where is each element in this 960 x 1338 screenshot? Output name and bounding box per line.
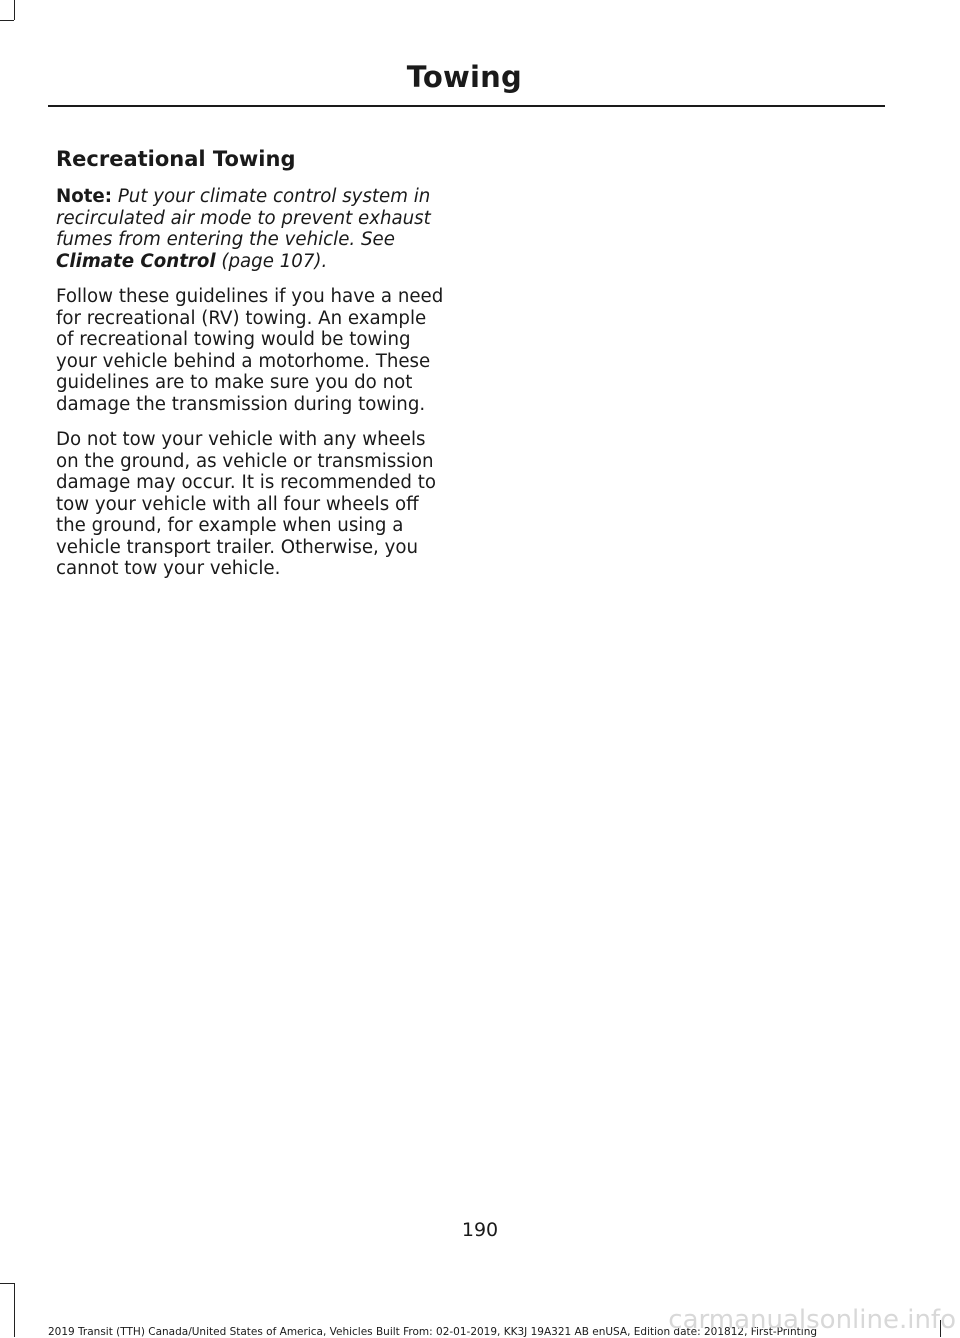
cross-reference-link[interactable]: Climate Control	[56, 250, 216, 272]
section-title: Recreational Towing	[56, 147, 296, 171]
main-content	[56, 146, 448, 594]
note-paragraph	[56, 186, 448, 272]
crop-mark-top-left-horizontal	[0, 20, 14, 21]
crop-mark-top-left-vertical	[14, 0, 15, 20]
note-text: Put your climate control system in recirculated air mode to prevent exhaust fumes from entering the vehicle. See	[56, 186, 431, 250]
body-paragraph-1: Follow these guidelines if you have a need for recreational (RV) towing. An example of recreational towing would be towing your vehicle behind a motorhome. These guidelines are to make sure you do not damage the transmission during towing.	[56, 286, 444, 415]
footer-edition-text: 2019 Transit (TTH) Canada/United States of America, Vehicles Built From: 02-01-2019, KK3J 19A321 AB enUSA, Edition date: 201812, First-Printing	[48, 1326, 818, 1338]
crop-mark-bottom-left-vertical	[14, 1283, 15, 1337]
page-number: 190	[461, 1219, 499, 1241]
watermark-logo: carmanualsonline.info	[668, 1305, 956, 1335]
body-paragraph-2: Do not tow your vehicle with any wheels on the ground, as vehicle or transmission damage may occur. It is recommended to tow your vehicle with all four wheels off the ground, for example when using a vehicle transport trailer. Otherwise, you cannot tow your vehicle.	[56, 429, 436, 579]
note-label: Note:	[56, 186, 113, 207]
crop-mark-bottom-left-horizontal	[0, 1283, 14, 1284]
header-divider	[48, 105, 885, 107]
page-title: Towing	[406, 60, 522, 94]
cross-reference-page: (page 107).	[221, 250, 328, 272]
